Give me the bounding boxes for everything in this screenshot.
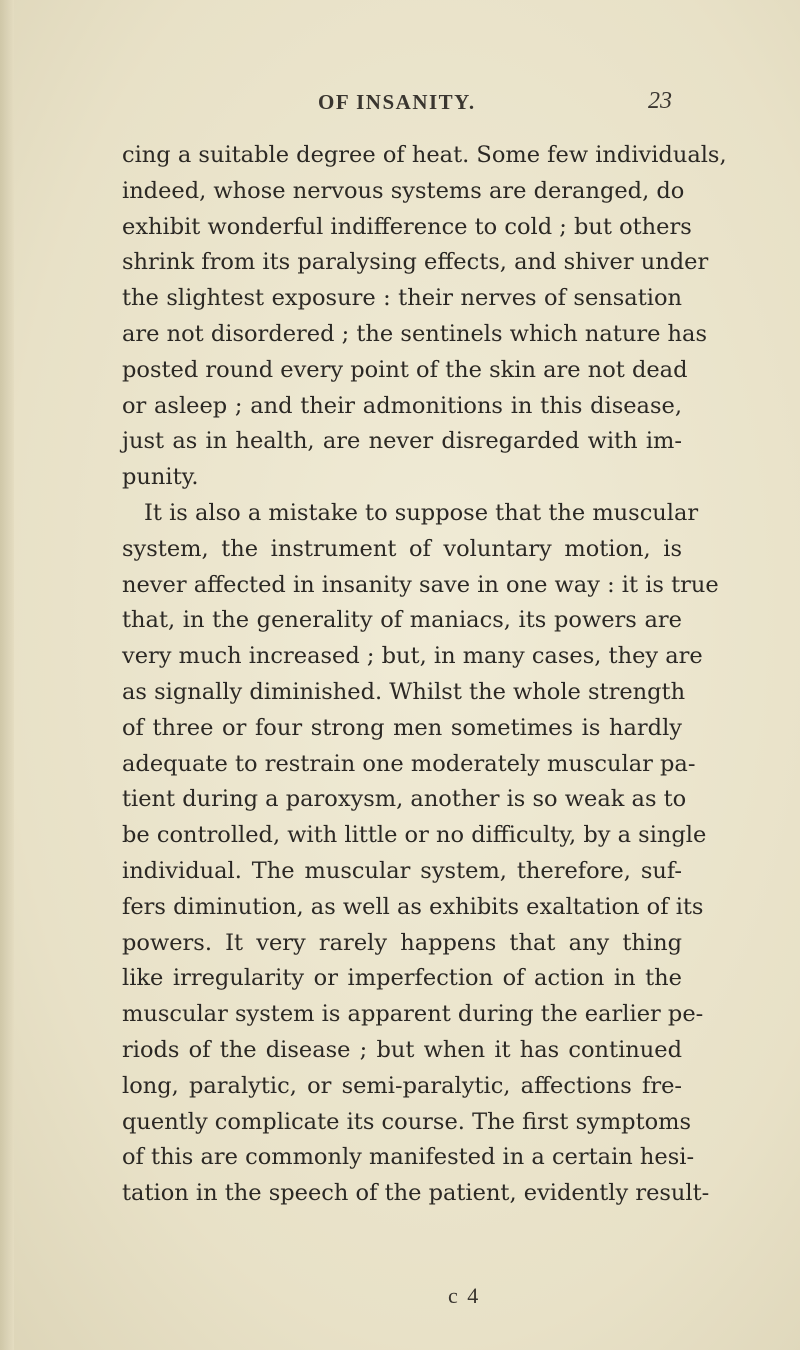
text-line: muscular system is apparent during the earlier pe- xyxy=(122,1001,704,1028)
text-line: or asleep ; and their admonitions in this disease, xyxy=(122,392,682,419)
signature-mark: c 4 xyxy=(448,1283,481,1308)
text-line: just as in health, are never disregarded with im- xyxy=(122,428,682,455)
text-line: of three or four strong men sometimes is hardly xyxy=(122,714,682,741)
text-line: riods of the disease ; but when it has continued xyxy=(122,1036,682,1063)
text-line: shrink from its paralysing effects, and shiver under xyxy=(122,249,709,276)
text-line: posted round every point of the skin are not dead xyxy=(122,356,688,383)
text-line: as signally diminished. Whilst the whole strength xyxy=(122,678,686,705)
running-head xyxy=(0,90,800,120)
text-line: never affected in insanity save in one way : it is true xyxy=(122,571,719,598)
text-line: cing a suitable degree of heat. Some few individuals, xyxy=(122,142,727,168)
running-title: OF INSANITY. xyxy=(318,90,476,114)
text-line: be controlled, with little or no difficulty, by a single xyxy=(122,822,707,849)
text-line: quently complicate its course. The first symptoms xyxy=(122,1108,692,1135)
text-line: system, the instrument of voluntary motion, is xyxy=(122,535,682,562)
body-text xyxy=(122,138,727,1212)
text-line: powers. It very rarely happens that any thing xyxy=(122,929,682,956)
text-line: are not disordered ; the sentinels which nature has xyxy=(122,320,707,347)
text-line: of this are commonly manifested in a certain hesi- xyxy=(122,1144,695,1171)
text-line: tient during a paroxysm, another is so weak as to xyxy=(122,786,687,813)
text-line: like irregularity or imperfection of action in the xyxy=(122,965,682,992)
text-line: individual. The muscular system, therefore, suf- xyxy=(122,857,682,884)
text-line: long, paralytic, or semi-paralytic, affections fre- xyxy=(122,1072,682,1099)
text-line: indeed, whose nervous systems are deranged, do xyxy=(122,177,685,204)
text-line: tation in the speech of the patient, evidently result- xyxy=(122,1180,710,1207)
text-line: very much increased ; but, in many cases, they are xyxy=(122,643,703,670)
text-line: the slightest exposure : their nerves of sensation xyxy=(122,285,682,312)
paragraph-start-line: It is also a mistake to suppose that the muscular xyxy=(144,499,699,526)
text-line: that, in the generality of maniacs, its powers are xyxy=(122,607,682,634)
text-line: adequate to restrain one moderately muscular pa- xyxy=(122,750,696,777)
page-gutter-edge xyxy=(0,0,14,1350)
page-number: 23 xyxy=(648,88,672,114)
text-line: fers diminution, as well as exhibits exaltation of its xyxy=(122,893,704,920)
text-line: exhibit wonderful indifference to cold ; but others xyxy=(122,213,692,240)
paragraph-end-line: punity. xyxy=(122,464,199,491)
